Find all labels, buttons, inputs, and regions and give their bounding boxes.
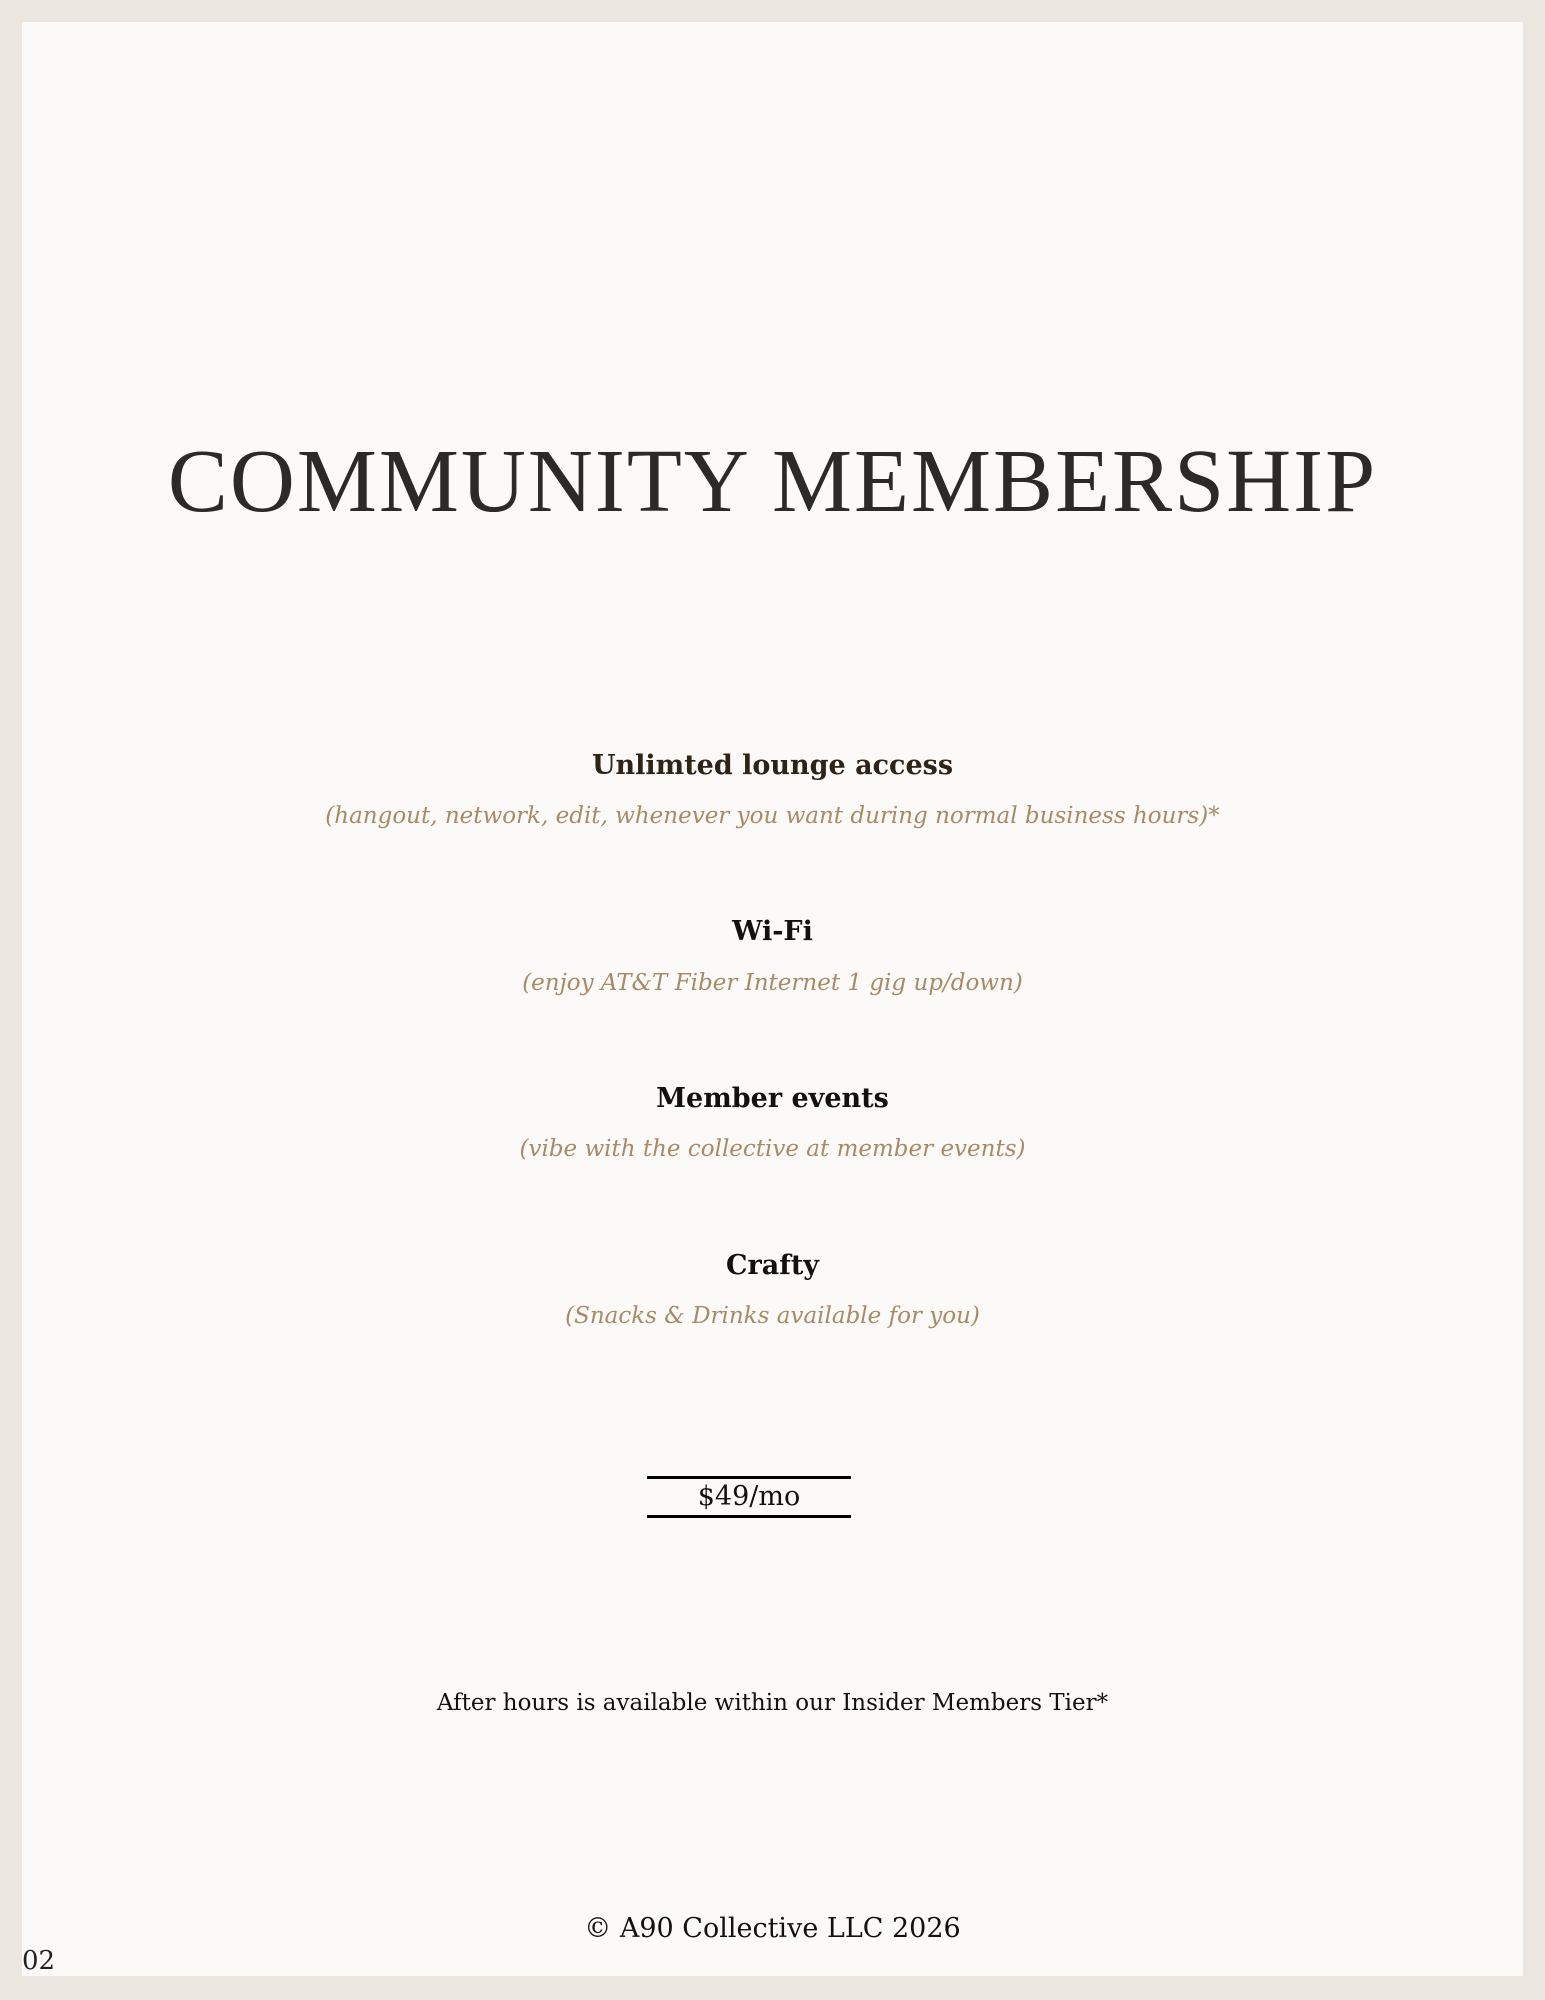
feature-description-lounge: (hangout, network, edit, whenever you want during normal business hours)* <box>325 803 1220 829</box>
after-hours-note: After hours is available within our Insider Members Tier* <box>436 1690 1109 1716</box>
membership-page <box>22 22 1523 1976</box>
price-label <box>647 1476 851 1518</box>
feature-title-lounge: Unlimted lounge access <box>591 750 954 781</box>
copyright-notice: © A90 Collective LLC 2026 <box>584 1913 961 1944</box>
page-number: 02 <box>22 1946 56 1976</box>
feature-title-crafty: Crafty <box>726 1250 819 1281</box>
page-title: COMMUNITY MEMBERSHIP <box>167 432 1378 531</box>
price-value: $49/mo <box>697 1481 801 1512</box>
feature-description-events: (vibe with the collective at member events) <box>519 1136 1026 1162</box>
feature-description-wifi: (enjoy AT&T Fiber Internet 1 gig up/down) <box>522 970 1023 996</box>
feature-title-events: Member events <box>656 1083 889 1114</box>
feature-description-crafty: (Snacks & Drinks available for you) <box>565 1303 980 1329</box>
feature-title-wifi: Wi-Fi <box>732 916 813 947</box>
